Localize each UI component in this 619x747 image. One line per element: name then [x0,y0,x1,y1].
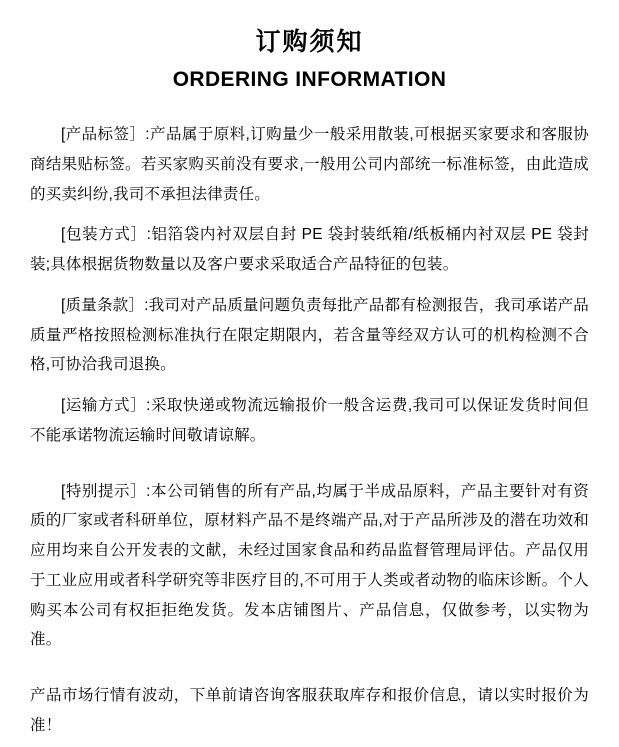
page-title-chinese: 订购须知 [255,28,364,56]
paragraph-special-notice: [特别提示］:本公司销售的所有产品,均属于半成品原料，产品主要针对有资质的厂家或者科研单位，原材料产品不是终端产品,对于产品所涉及的潜在功效和应用均来自公开发表的文献，未经过国家食品和药品监督管理局评估。产品仅用于工业应用或者科学研究等非医疗目的,不可用于人类或者动物的临床诊断。个人购买本公司有权拒拒绝发货。发本店铺图片、产品信息，仅做参考，以实物为准。 [30,482,589,649]
document-body [30,120,589,741]
paragraph-closing-note: 产品市场行情有波动，下单前请咨询客服获取库存和报价信息，请以实时报价为准！ [30,687,589,734]
paragraph-shipping-method: [运输方式］:采取快递或物流远输报价一般含运费,我司可以保证发货时间但不能承诺物流运输时间敬请谅解。 [30,397,589,444]
page-title-english: ORDERING INFORMATION [172,67,447,91]
paragraph-packaging-method: [包装方式］:铝箔袋内衬双层自封 PE 袋封装纸箱/纸板桶内衬双层 PE 袋封装;具体根据货物数量以及客户要求采取适合产品特征的包装。 [30,226,589,274]
paragraph-quality-terms: [质量条款］:我司对产品质量问题负责每批产品都有检测报告，我司承诺产品质量严格按照检测标准执行在限定期限内，若含量等经双方认可的机构检测不合格,可协洽我司退换。 [30,296,589,374]
paragraph-product-label: [产品标签］:产品属于原料,订购量少一般采用散装,可根据买家要求和客服协商结果贴标签。若买家购买前没有要求,一般用公司内部统一标准标签，由此造成的买卖纠纷,我司不承担法律责任。 [30,126,589,203]
